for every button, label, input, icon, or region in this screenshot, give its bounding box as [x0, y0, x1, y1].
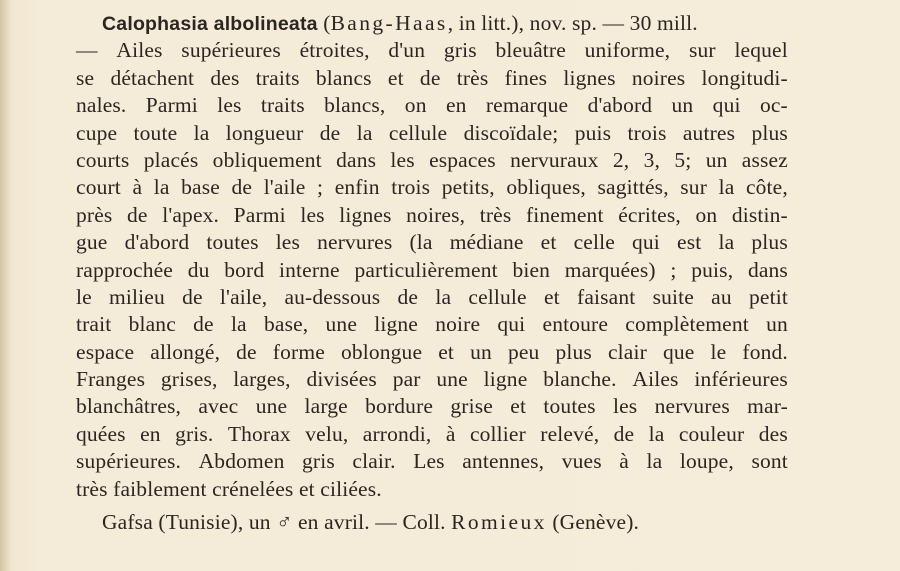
- word: celle: [573, 230, 615, 255]
- word: dans: [336, 147, 377, 172]
- word: noires,: [406, 202, 466, 227]
- description-line: [76, 174, 788, 201]
- word: cupe: [76, 120, 118, 145]
- word: sur: [680, 175, 708, 200]
- description-line: [76, 448, 788, 475]
- word: d'abord: [124, 230, 190, 255]
- word: peu: [507, 339, 540, 364]
- word: de: [127, 202, 148, 227]
- word: entoure: [542, 312, 609, 337]
- word: des: [210, 65, 240, 90]
- description-heading: [76, 10, 788, 37]
- word: Parmi: [145, 93, 198, 118]
- word: les: [275, 230, 301, 255]
- word: la: [646, 449, 663, 474]
- word: sagittés,: [597, 175, 669, 200]
- word: à: [132, 175, 143, 200]
- word: l'apex.: [162, 202, 220, 227]
- word: de: [613, 421, 635, 446]
- word: l'aile,: [219, 284, 268, 309]
- word: Ailes: [116, 38, 163, 63]
- word: complètement: [625, 312, 749, 337]
- word: gris: [443, 38, 477, 63]
- word: trois: [627, 120, 667, 145]
- description-line: [76, 65, 788, 92]
- word: faisant: [577, 284, 636, 309]
- word: gris: [302, 449, 335, 474]
- locality-suffix: (Genève).: [546, 510, 640, 535]
- word: marquées): [564, 257, 656, 282]
- word: blanc: [128, 312, 176, 337]
- word: qui: [712, 93, 741, 118]
- word: la: [435, 284, 452, 309]
- word: placés: [143, 147, 199, 172]
- word: milieu: [109, 284, 165, 309]
- word: la: [718, 175, 735, 200]
- word: clair: [607, 339, 647, 364]
- word: on: [695, 202, 718, 227]
- species-author: Bang-Haas: [330, 11, 448, 35]
- word: et: [438, 339, 455, 364]
- word: et: [387, 65, 404, 90]
- word: à: [619, 449, 629, 474]
- word: 3,: [643, 147, 661, 172]
- word: trois: [391, 175, 431, 200]
- word: lignes: [563, 65, 616, 90]
- word: de: [231, 175, 253, 200]
- description-line: [76, 366, 788, 393]
- word: plus: [751, 230, 788, 255]
- word: allongé,: [150, 339, 221, 364]
- word: Parmi: [233, 202, 286, 227]
- description-line: [76, 311, 788, 338]
- word: divisées: [306, 367, 377, 392]
- word: la: [153, 175, 170, 200]
- description-line: [76, 120, 788, 147]
- word: de: [397, 284, 419, 309]
- word: collier: [469, 421, 526, 446]
- page-edge: [0, 0, 10, 571]
- description-line: [76, 202, 788, 229]
- word: lignes: [339, 202, 392, 227]
- word: ligne: [483, 367, 528, 392]
- word: d'abord: [587, 93, 653, 118]
- word: oblongue: [340, 339, 423, 364]
- word: par: [392, 367, 421, 392]
- word: et: [540, 230, 557, 255]
- word: interne: [278, 257, 340, 282]
- word: ;: [317, 175, 324, 200]
- word: de: [236, 339, 257, 364]
- word: près: [76, 202, 113, 227]
- word: de: [182, 284, 203, 309]
- word: espace: [76, 339, 135, 364]
- word: très: [456, 65, 489, 90]
- word: trait: [76, 312, 112, 337]
- description-line: [76, 393, 788, 420]
- word: lequel: [734, 38, 788, 63]
- description-line: très faiblement crénelées et ciliées.: [76, 476, 382, 501]
- word: toutes: [206, 230, 259, 255]
- word: d'un: [388, 38, 426, 63]
- word: dans: [747, 257, 788, 282]
- word: inférieures: [694, 367, 788, 392]
- word: bordure: [365, 394, 434, 419]
- word: est: [677, 230, 702, 255]
- collector-name: Romieux: [451, 510, 547, 535]
- word: de: [319, 120, 341, 145]
- word: assez: [741, 147, 788, 172]
- word: on: [404, 93, 427, 118]
- word: 2,: [612, 147, 630, 172]
- word: toute: [133, 120, 178, 145]
- word: une: [255, 394, 288, 419]
- word: —: [76, 38, 98, 63]
- word: à: [445, 421, 456, 446]
- word: finement: [525, 202, 604, 227]
- word: Thorax: [227, 421, 291, 446]
- word: supérieures.: [76, 449, 182, 474]
- word: les: [390, 147, 415, 172]
- word: blanchâtres,: [76, 394, 182, 419]
- word: court: [76, 175, 121, 200]
- word: blancs,: [324, 93, 386, 118]
- word: un: [766, 312, 788, 337]
- word: la: [356, 120, 373, 145]
- word: que: [662, 339, 695, 364]
- word: relevé,: [540, 421, 600, 446]
- description-line: [76, 284, 788, 311]
- word: uniforme,: [584, 38, 671, 63]
- word: nales.: [76, 93, 127, 118]
- word: de: [419, 65, 441, 90]
- word: au: [711, 284, 732, 309]
- word: gris.: [175, 421, 214, 446]
- word: médiane: [449, 230, 524, 255]
- word: suite: [652, 284, 694, 309]
- word: particulièrement: [354, 257, 498, 282]
- word: obliques,: [506, 175, 586, 200]
- word: écrites,: [618, 202, 681, 227]
- word: nervures: [317, 230, 393, 255]
- word: mar-: [747, 394, 788, 419]
- word: très: [479, 202, 512, 227]
- word: distin-: [731, 202, 788, 227]
- word: obliquement: [212, 147, 322, 172]
- description-body: [76, 37, 788, 503]
- word: détachent: [110, 65, 195, 90]
- word: gue: [76, 230, 108, 255]
- word: longitudi-: [701, 65, 788, 90]
- word: fines: [504, 65, 548, 90]
- word: forme: [272, 339, 325, 364]
- word: (la: [409, 230, 433, 255]
- word: antennes,: [462, 449, 545, 474]
- word: une: [436, 367, 468, 392]
- word: la: [718, 230, 735, 255]
- word: petit: [748, 284, 788, 309]
- word: base,: [263, 312, 309, 337]
- word: et: [510, 394, 527, 419]
- word: Les: [413, 449, 445, 474]
- word: l'aile: [263, 175, 306, 200]
- heading-left: Calophasia albolineata (Bang-Haas, in litt.), nov. sp. — 30 mill.: [102, 11, 698, 35]
- species-name: Calophasia albolineata: [102, 13, 318, 35]
- description-line: [76, 339, 788, 366]
- word: blanche.: [543, 367, 617, 392]
- word: supérieures: [181, 38, 281, 63]
- locality-line: [76, 509, 788, 536]
- word: grise: [450, 394, 493, 419]
- word: velu,: [305, 421, 349, 446]
- word: une: [325, 312, 358, 337]
- word: longueur: [225, 120, 304, 145]
- word: les: [300, 202, 325, 227]
- word: bleuâtre: [495, 38, 566, 63]
- word: grises,: [160, 367, 218, 392]
- word: au-dessous: [284, 284, 381, 309]
- word: avec: [198, 394, 239, 419]
- word: cellule: [468, 284, 527, 309]
- word: fond.: [742, 339, 788, 364]
- species-description: [76, 10, 788, 536]
- word: la: [230, 312, 247, 337]
- description-line: [76, 257, 788, 284]
- word: le: [710, 339, 727, 364]
- word: Ailes: [632, 367, 679, 392]
- word: un: [470, 339, 492, 364]
- word: base: [181, 175, 220, 200]
- word: en: [140, 421, 161, 446]
- word: vues: [561, 449, 602, 474]
- word: larges,: [233, 367, 291, 392]
- word: les: [217, 93, 242, 118]
- word: puis: [574, 120, 612, 145]
- word: petits,: [441, 175, 495, 200]
- word: le: [76, 284, 92, 309]
- word: remarque: [485, 93, 569, 118]
- locality-prefix: Gafsa (Tunisie), un ♂ en avril. — Coll.: [102, 510, 452, 535]
- word: la: [648, 421, 665, 446]
- word: ;: [670, 257, 677, 282]
- word: un: [705, 147, 728, 172]
- word: ligne: [374, 312, 418, 337]
- word: loupe,: [679, 449, 734, 474]
- word: blancs: [315, 65, 372, 90]
- description-line: [76, 92, 788, 119]
- word: sont: [751, 449, 788, 474]
- word: quées: [76, 421, 126, 446]
- word: qui: [497, 312, 526, 337]
- word: toutes: [543, 394, 596, 419]
- word: bord: [224, 257, 265, 282]
- word: bien: [512, 257, 551, 282]
- word: clair.: [352, 449, 396, 474]
- word: du: [187, 257, 210, 282]
- word: un: [671, 93, 694, 118]
- word: se: [76, 65, 95, 90]
- word: noire: [435, 312, 481, 337]
- word: plus: [555, 339, 592, 364]
- word: enfin: [334, 175, 380, 200]
- word: autres: [682, 120, 736, 145]
- word: plus: [751, 120, 788, 145]
- description-line: [76, 147, 788, 174]
- description-line: [76, 37, 788, 64]
- word: et: [543, 284, 560, 309]
- word: courts: [76, 147, 130, 172]
- word: Franges: [76, 367, 146, 392]
- word: cellule: [388, 120, 448, 145]
- heading-rest: in litt.), nov. sp. — 30 mill.: [453, 11, 698, 35]
- word: discoïdale;: [463, 120, 559, 145]
- description-line: [76, 229, 788, 256]
- word: rapprochée: [76, 257, 173, 282]
- word: nervures: [654, 394, 730, 419]
- word: large: [304, 394, 348, 419]
- word: étroites,: [299, 38, 370, 63]
- word: couleur: [678, 421, 745, 446]
- description-line: [76, 421, 788, 448]
- word: en: [445, 93, 467, 118]
- word: de: [193, 312, 214, 337]
- word: côte,: [745, 175, 788, 200]
- word: noires: [631, 65, 686, 90]
- word: des: [758, 421, 788, 446]
- word: puis,: [691, 257, 734, 282]
- word: qui: [632, 230, 660, 255]
- word: arrondi,: [362, 421, 432, 446]
- word: traits: [260, 93, 305, 118]
- word: sur: [688, 38, 716, 63]
- word: la: [193, 120, 210, 145]
- word: Abdomen: [198, 449, 285, 474]
- word: espaces: [429, 147, 496, 172]
- word: les: [612, 394, 638, 419]
- word: nervuraux: [510, 147, 599, 172]
- word: traits: [255, 65, 300, 90]
- word: 5;: [674, 147, 692, 172]
- word: oc-: [759, 93, 788, 118]
